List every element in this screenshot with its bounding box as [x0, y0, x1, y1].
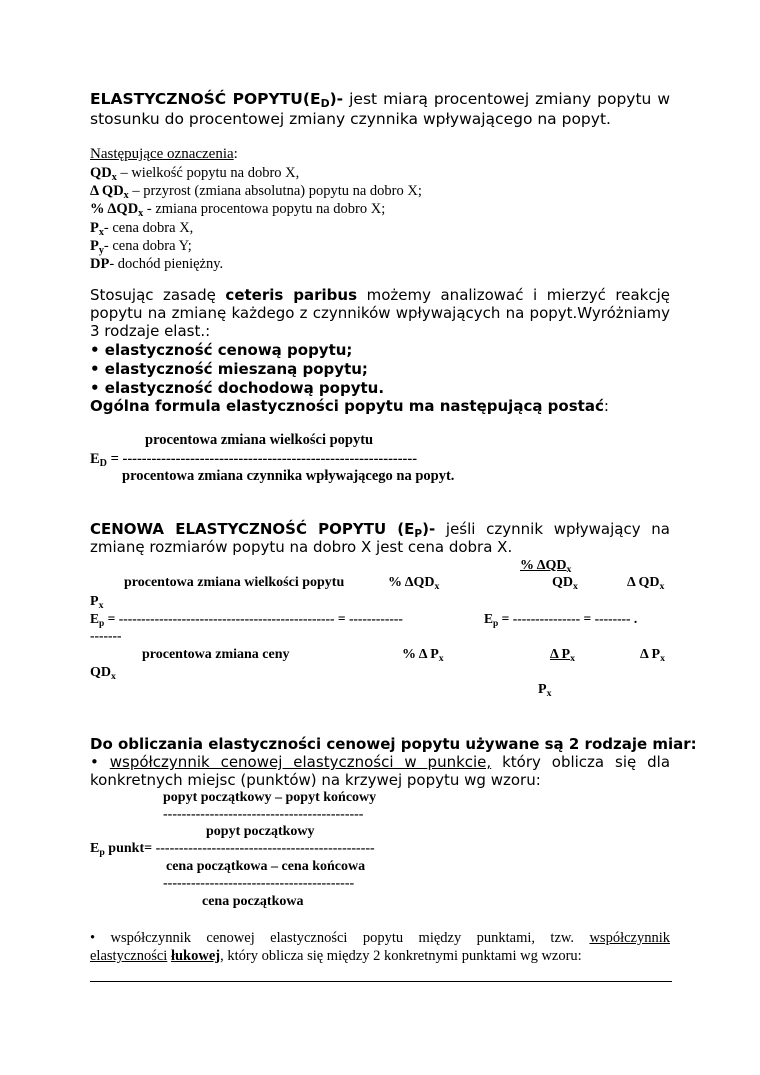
pf-lhs: $E_p$ punkt= -----------------------------------------------: [90, 841, 375, 858]
notation-item: $P_x-$ cena dobra X,: [90, 219, 194, 238]
point-term: współczynnik cenowej elastyczności w punkcie,: [109, 753, 492, 771]
intro-term: ELASTYCZNOŚĆ $POPYTU(E_D)-$: [90, 90, 344, 110]
pf-den1: popyt początkowy: [206, 824, 315, 839]
pe-den-pct: % Δ $P_x$: [402, 647, 444, 664]
pf-den2: cena początkowa: [202, 894, 304, 909]
pf-dash1: -------------------------------------------: [163, 807, 364, 822]
notation-item: $QD_x$ – wielkość popytu na dobro X,: [90, 165, 300, 183]
notation-item: DP- dochód pieniężny.: [90, 256, 224, 273]
intro-text: jest miarą procentowej zmiany popytu w: [349, 90, 671, 108]
general-numerator: procentowa zmiana wielkości popytu: [145, 432, 374, 448]
ceteris-line-2: popytu na zmianę każdego z czynników wpływających na popyt.Wyróżniamy: [90, 304, 670, 322]
pe-top-pct: % $\Delta QD_x$: [520, 558, 572, 575]
arc-line-2: elastyczności łukowej, który oblicza się między 2 konkretnymi punktami wg wzoru:: [90, 948, 582, 964]
price-elasticity-line-1: CENOWA ELASTYCZNOŚĆ POPYTU $(E_P)-$ jeśli czynnik wpływający na: [90, 520, 670, 540]
pf-num2: cena początkowa – cena końcowa: [166, 859, 366, 874]
pe-den-dp: Δ $P_x$: [550, 647, 575, 664]
pe-equation-1: $E_p$ = ------------------------------------------------ = ------------: [90, 611, 403, 629]
intro-line-1: [90, 90, 670, 108]
arc-line-1: • współczynnik cenowej elastyczności popytu między punktami, tzw. współczynnik: [90, 930, 670, 946]
pe-den-dp2: Δ $P_x$: [640, 647, 665, 664]
list-item: • elastyczność mieszaną popytu;: [90, 360, 368, 378]
elasticity-types-list: [90, 341, 384, 398]
intro-line-2: stosunku do procentowej zmiany czynnika wpływającego na popyt.: [90, 110, 611, 128]
pe-num-pct: % $\Delta QD_x$: [388, 575, 440, 592]
page-divider: [90, 981, 672, 982]
ceteris-term: ceteris paribus: [225, 286, 358, 304]
pe-dqd: Δ $QD_x$: [627, 575, 665, 592]
pe-dashes: -------: [90, 628, 122, 643]
price-elasticity-line-2: zmianę rozmiarów popytu na dobro X jest cena dobra X.: [90, 538, 513, 556]
pe-bot-px: $P_x$: [538, 682, 552, 699]
general-denominator: procentowa zmiana czynnika wpływającego na popyt.: [122, 468, 455, 484]
point-line-1: • współczynnik cenowej elastyczności w punkcie, który oblicza się dla: [90, 753, 671, 771]
ceteris-line-3: 3 rodzaje elast.:: [90, 322, 211, 340]
pf-num1: popyt początkowy – popyt końcowy: [163, 790, 377, 805]
notation-list: [90, 164, 422, 273]
pe-bot-qd: $QD_x$: [90, 665, 116, 682]
general-lhs: $E_D$ = -------------------------------------------------------------: [90, 451, 418, 469]
pf-dash2: -----------------------------------------: [163, 876, 355, 891]
notation-item: $P_y-$ cena dobra Y;: [90, 237, 192, 256]
point-line-2: konkretnych miejsc (punktów) na krzywej popytu wg wzoru:: [90, 771, 541, 789]
list-item: • elastyczność cenową popytu;: [90, 341, 353, 359]
pe-num-text: procentowa zmiana wielkości popytu: [124, 575, 345, 590]
list-item: • elastyczność dochodową popytu.: [90, 379, 385, 397]
notation-heading: Następujące oznaczenia:: [90, 146, 238, 162]
pe-px: $P_x$: [90, 594, 104, 611]
ceteris-line-1: Stosując zasadę ceteris paribus możemy analizować i mierzyć reakcję: [90, 286, 670, 304]
notation-item: % $\Delta QD_x$ - zmiana procentowa popytu na dobro X;: [90, 201, 386, 220]
measures-heading: Do obliczania elastyczności cenowej popytu używane są 2 rodzaje miar:: [90, 735, 697, 753]
pe-equation-2: $E_p$ = --------------- = -------- .: [484, 611, 638, 629]
general-formula-heading: Ogólna formula elastyczności popytu ma następującą postać:: [90, 397, 609, 415]
notation-item: Δ $QD_x$ – przyrost (zmiana absolutna) popytu na dobro X;: [90, 183, 422, 202]
pe-qdx: $QD_x$: [552, 575, 578, 592]
pe-den-text: procentowa zmiana ceny: [142, 647, 290, 662]
